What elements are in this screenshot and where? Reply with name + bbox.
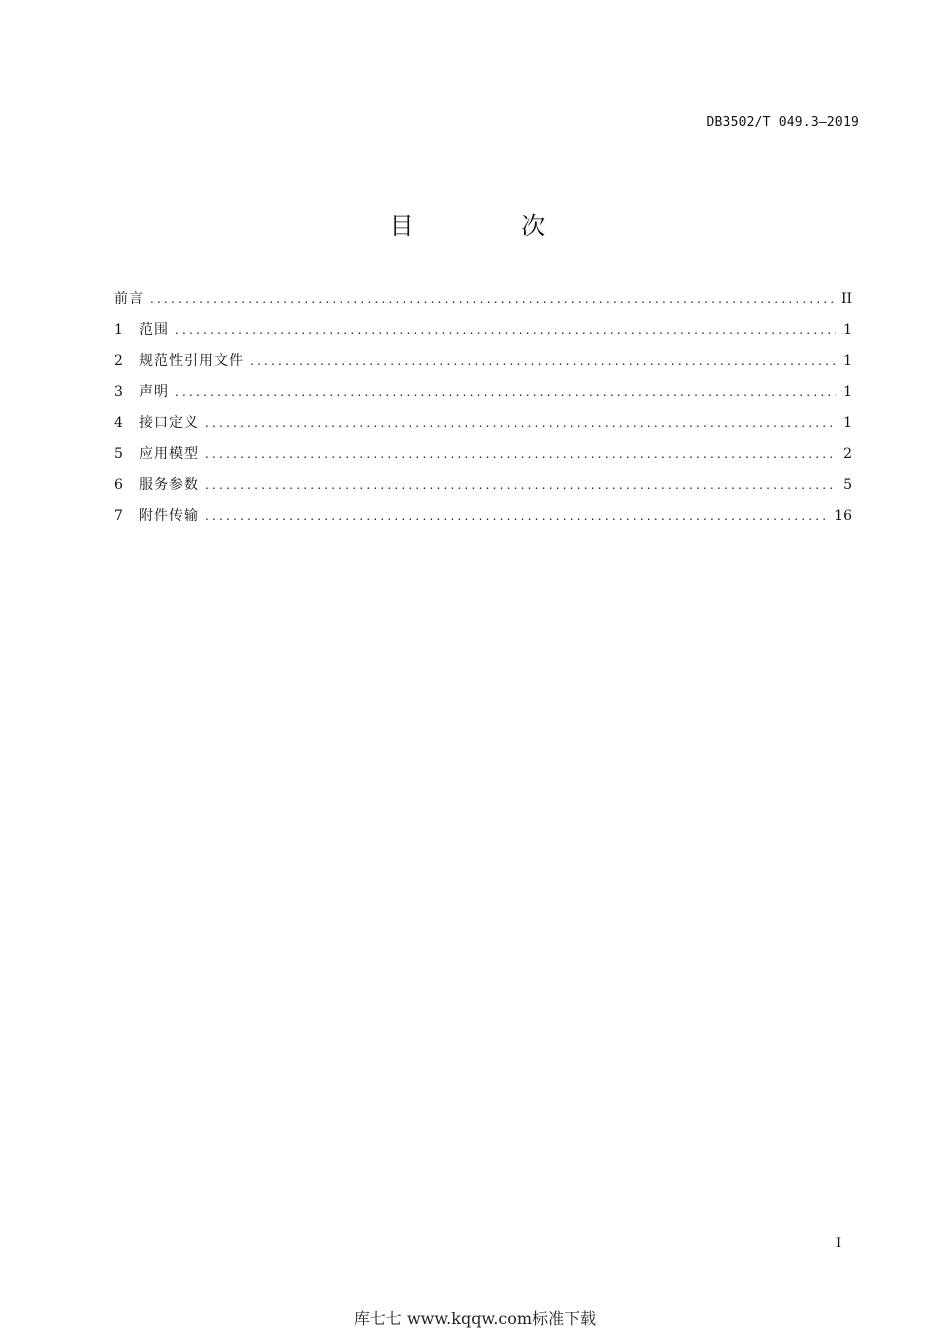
toc-leader-dots bbox=[205, 473, 836, 497]
toc-entry-page: 1 bbox=[843, 415, 852, 431]
table-of-contents bbox=[114, 287, 852, 535]
toc-entry-page: 1 bbox=[843, 353, 852, 369]
toc-entry-interface-definition[interactable] bbox=[114, 411, 852, 442]
toc-entry-statement[interactable] bbox=[114, 380, 852, 411]
toc-entry-label: 接口定义 bbox=[139, 415, 199, 431]
page-number: I bbox=[836, 1236, 842, 1251]
toc-entry-label: 服务参数 bbox=[139, 477, 199, 493]
toc-entry-label: 规范性引用文件 bbox=[139, 353, 244, 369]
toc-entry-number: 6 bbox=[114, 477, 123, 493]
toc-entry-number: 2 bbox=[114, 353, 123, 369]
toc-entry-number: 3 bbox=[114, 384, 123, 400]
toc-entry-application-model[interactable] bbox=[114, 442, 852, 473]
toc-entry-page: 5 bbox=[843, 477, 852, 493]
toc-entry-page: 1 bbox=[843, 384, 852, 400]
toc-leader-dots bbox=[175, 380, 836, 404]
toc-entry-number: 5 bbox=[114, 446, 123, 462]
toc-entry-page: 1 bbox=[843, 322, 852, 338]
toc-entry-number: 7 bbox=[114, 508, 123, 524]
toc-leader-dots bbox=[250, 349, 836, 373]
toc-entry-page: 2 bbox=[843, 446, 852, 462]
toc-entry-page: 16 bbox=[834, 508, 852, 524]
document-code: DB3502/T 049.3—2019 bbox=[706, 115, 859, 130]
toc-entry-label: 附件传输 bbox=[139, 508, 199, 524]
toc-entry-number: 1 bbox=[114, 322, 123, 338]
toc-entry-normative-references[interactable] bbox=[114, 349, 852, 380]
toc-entry-label: 声明 bbox=[139, 384, 169, 400]
toc-entry-number: 4 bbox=[114, 415, 123, 431]
toc-leader-dots bbox=[175, 318, 836, 342]
toc-entry-scope[interactable] bbox=[114, 318, 852, 349]
toc-entry-attachment-transfer[interactable] bbox=[114, 504, 852, 535]
toc-entry-label: 范围 bbox=[139, 322, 169, 338]
toc-entry-foreword[interactable] bbox=[114, 287, 852, 318]
toc-entry-label: 应用模型 bbox=[139, 446, 199, 462]
toc-entry-page: II bbox=[840, 291, 852, 307]
footer-watermark: 库七七 www.kqqw.com标准下载 bbox=[353, 1309, 597, 1328]
toc-entry-service-parameters[interactable] bbox=[114, 473, 852, 504]
toc-leader-dots bbox=[205, 411, 836, 435]
toc-leader-dots bbox=[205, 442, 836, 466]
toc-leader-dots bbox=[150, 287, 835, 311]
toc-entry-label: 前言 bbox=[114, 291, 144, 307]
toc-title: 目 次 bbox=[389, 212, 596, 240]
toc-leader-dots bbox=[205, 504, 828, 528]
